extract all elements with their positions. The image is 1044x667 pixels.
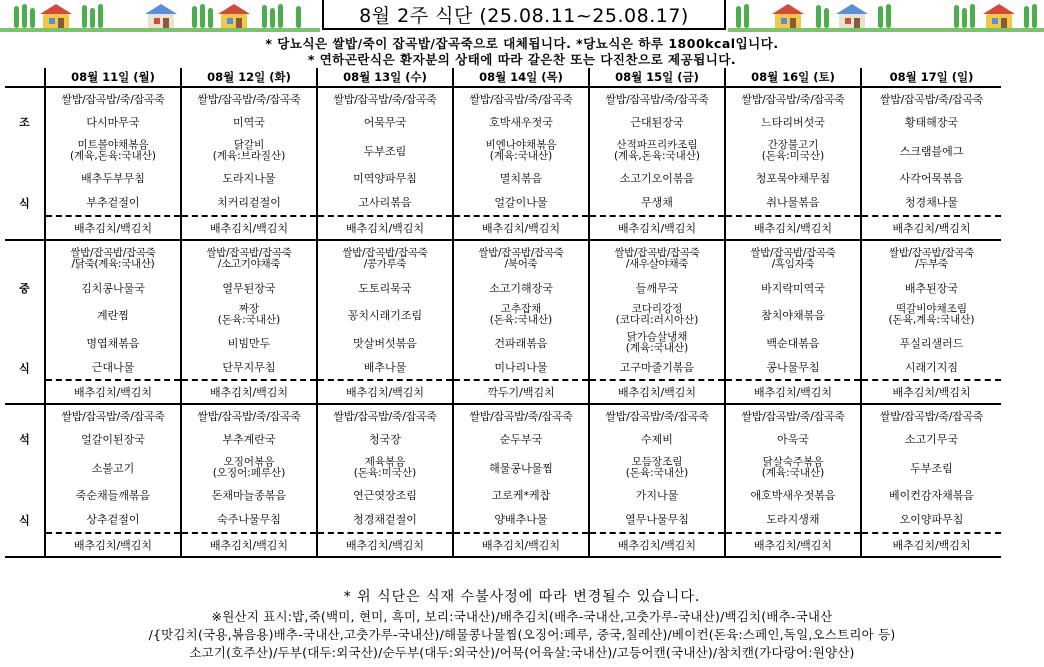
dish-cell <box>589 300 725 330</box>
staple-cell: 쌀밥/잡곡밥/죽/잡곡죽 <box>45 404 181 427</box>
meal-label: 조 <box>19 116 30 129</box>
dish-cell <box>725 135 861 167</box>
weekly-menu-table <box>5 68 1001 558</box>
menu-body <box>5 87 1001 557</box>
dish-cell <box>181 452 317 484</box>
dish-text <box>454 304 588 326</box>
dish-cell: 사각어묵볶음 <box>861 167 1001 190</box>
kimchi-cell: 배추김치/백김치 <box>861 380 1001 404</box>
dish-cell: 애호박새우젓볶음 <box>725 484 861 507</box>
dish-cell: 고로케*케찹 <box>453 484 589 507</box>
meal-row <box>5 276 1001 300</box>
origin-info <box>0 608 1044 662</box>
dish-cell: 멸치볶음 <box>453 167 589 190</box>
dish-line: 닭살숙주볶음 <box>762 456 824 468</box>
day-header: 08월 13일 (수) <box>317 68 453 87</box>
dish-cell: 양배추나물 <box>453 507 589 533</box>
dish-line: 쌀밥/잡곡밥/잡곡죽 <box>342 246 428 259</box>
dish-text <box>182 248 316 270</box>
day-header-row <box>5 68 1001 87</box>
staple-cell <box>317 240 453 276</box>
kimchi-cell: 배추김치/백김치 <box>45 533 181 557</box>
dish-cell: 두부조림 <box>861 452 1001 484</box>
dish-cell: 가지나물 <box>589 484 725 507</box>
staple-cell: 쌀밥/잡곡밥/죽/잡곡죽 <box>861 404 1001 427</box>
dish-text <box>46 248 180 270</box>
dish-text <box>318 248 452 270</box>
staple-cell: 쌀밥/잡곡밥/죽/잡곡죽 <box>589 87 725 110</box>
staple-cell: 쌀밥/잡곡밥/죽/잡곡죽 <box>453 404 589 427</box>
dish-text <box>182 140 316 162</box>
dish-cell: 푸실리샐러드 <box>861 330 1001 356</box>
day-header: 08월 16일 (토) <box>725 68 861 87</box>
dish-line: (돈육:국내산) <box>217 314 281 326</box>
dish-cell <box>45 135 181 167</box>
dish-line: (계육,돈육:국내산) <box>69 150 157 162</box>
change-notice: * 위 식단은 식재 수불사정에 따라 변경될수 있습니다. <box>343 589 701 605</box>
meal-row <box>5 356 1001 380</box>
dish-cell: 근대나물 <box>45 356 181 380</box>
meal-label: 중 <box>19 281 30 295</box>
day-header: 08월 17일 (일) <box>861 68 1001 87</box>
dish-cell: 스크램블에그 <box>861 135 1001 167</box>
dish-text <box>726 248 860 270</box>
dish-text <box>590 140 724 162</box>
meal-row <box>5 330 1001 356</box>
dish-cell: 청포묵야채무침 <box>725 167 861 190</box>
page-title: 8월 2주 식단 (25.08.11~25.08.17) <box>322 0 726 30</box>
kimchi-cell: 배추김치/백김치 <box>725 380 861 404</box>
dish-cell: 미역국 <box>181 110 317 135</box>
dish-line: (계육:국내산) <box>625 342 689 354</box>
meal-row <box>5 533 1001 557</box>
dish-cell: 청경채겉절이 <box>317 507 453 533</box>
dish-line: 닭가슴살냉채 <box>626 331 688 343</box>
dish-cell: 상추겉절이 <box>45 507 181 533</box>
dish-line: 쌀밥/잡곡밥/잡곡죽 <box>70 246 156 259</box>
staple-cell <box>861 240 1001 276</box>
dish-line: (돈육:국내산) <box>489 314 553 326</box>
dish-cell: 해물콩나물찜 <box>453 452 589 484</box>
meal-label-spacer <box>5 330 45 356</box>
dish-line: 비엔나야채볶음 <box>485 139 557 151</box>
kimchi-cell: 배추김치/백김치 <box>861 533 1001 557</box>
dish-cell: 건파래볶음 <box>453 330 589 356</box>
origin-line: /{맛김치(국용,볶음용)배추-국내산,고춧가루-국내산)/해물콩나물찜(오징어:페루, 중국,칠레산)/베이컨(돈육:스페인,독일,오스트리아 등) <box>148 627 896 642</box>
dish-line: (계육,돈육:국내산) <box>613 150 701 162</box>
meal-row <box>5 300 1001 330</box>
meal-label-spacer <box>5 240 45 276</box>
dish-cell: 다시마무국 <box>45 110 181 135</box>
dish-cell: 청국장 <box>317 427 453 452</box>
staple-cell <box>453 240 589 276</box>
meal-label-spacer <box>5 533 45 557</box>
meal-row <box>5 110 1001 135</box>
dish-line: /새우살야채죽 <box>625 257 689 270</box>
staple-cell <box>45 240 181 276</box>
houses-left <box>40 4 250 28</box>
meal-row <box>5 404 1001 427</box>
dish-cell: 근대된장국 <box>589 110 725 135</box>
dish-cell <box>725 452 861 484</box>
dish-line: 쌀밥/잡곡밥/잡곡죽 <box>888 246 975 259</box>
dish-cell: 소고기무국 <box>861 427 1001 452</box>
meal-row <box>5 380 1001 404</box>
staple-cell: 쌀밥/잡곡밥/죽/잡곡죽 <box>861 87 1001 110</box>
meal-row <box>5 216 1001 240</box>
dish-cell: 느타리버섯국 <box>725 110 861 135</box>
dish-text <box>182 457 316 479</box>
dish-cell: 숙주나물무침 <box>181 507 317 533</box>
dish-cell: 호박새우젓국 <box>453 110 589 135</box>
meal-row <box>5 135 1001 167</box>
dish-line: 고추잡채 <box>500 303 542 315</box>
dish-cell: 바지락미역국 <box>725 276 861 300</box>
staple-cell: 쌀밥/잡곡밥/죽/잡곡죽 <box>453 87 589 110</box>
dish-cell: 얼갈이나물 <box>453 190 589 216</box>
dish-text <box>862 304 1001 326</box>
dish-cell: 배추나물 <box>317 356 453 380</box>
dish-cell <box>181 300 317 330</box>
staple-cell <box>181 240 317 276</box>
dish-cell: 시래기지짐 <box>861 356 1001 380</box>
dish-cell: 단무지무침 <box>181 356 317 380</box>
dish-cell: 도토리묵국 <box>317 276 453 300</box>
dish-cell: 도라지생채 <box>725 507 861 533</box>
dish-cell: 미나리나물 <box>453 356 589 380</box>
dish-cell <box>453 135 589 167</box>
day-header: 08월 11일 (월) <box>45 68 181 87</box>
dish-line: (돈육,계육:국내산) <box>888 314 975 326</box>
header-banner <box>0 0 1044 34</box>
origin-line: ※원산지 표시:밥,죽(백미, 현미, 흑미, 보리:국내산)/배추김치(배추-국내산,고춧가루-국내산)/백김치(배추-국내산 <box>211 609 833 624</box>
meal-row <box>5 507 1001 533</box>
dish-cell: 고사리볶음 <box>317 190 453 216</box>
dish-text <box>590 248 724 270</box>
meal-label: 식 <box>19 196 30 210</box>
kimchi-cell: 배추김치/백김치 <box>45 216 181 240</box>
dish-cell: 두부조림 <box>317 135 453 167</box>
dish-cell: 도라지나물 <box>181 167 317 190</box>
dish-text <box>454 140 588 162</box>
meal-label-spacer <box>5 452 45 484</box>
dish-cell: 부추계란국 <box>181 427 317 452</box>
meal-label-spacer <box>5 300 45 330</box>
notice-diabetic: * 당뇨식은 쌀밥/죽이 잡곡밥/잡곡죽으로 대체됩니다. *당뇨식은 하루 1800kcal입니다. <box>265 36 779 51</box>
dish-cell: 비빔만두 <box>181 330 317 356</box>
meal-label-spacer <box>5 484 45 507</box>
kimchi-cell: 배추김치/백김치 <box>45 380 181 404</box>
meal-label: 석 <box>19 433 30 446</box>
dish-cell: 부추겉절이 <box>45 190 181 216</box>
dish-cell: 순두부국 <box>453 427 589 452</box>
kimchi-cell: 배추김치/백김치 <box>181 380 317 404</box>
day-header: 08월 12일 (화) <box>181 68 317 87</box>
meal-label-spacer <box>5 404 45 427</box>
dish-line: 쌀밥/잡곡밥/잡곡죽 <box>206 246 292 259</box>
dish-line: 제육볶음 <box>364 456 406 468</box>
dish-line: 짜장 <box>238 303 260 315</box>
meal-label: 식 <box>19 513 30 527</box>
dish-cell: 아욱국 <box>725 427 861 452</box>
dish-cell: 취나물볶음 <box>725 190 861 216</box>
dish-text <box>590 304 724 326</box>
dish-cell <box>181 135 317 167</box>
kimchi-cell: 배추김치/백김치 <box>453 216 589 240</box>
meal-row <box>5 167 1001 190</box>
dish-cell: 김치콩나물국 <box>45 276 181 300</box>
kimchi-cell: 배추김치/백김치 <box>589 380 725 404</box>
staple-cell <box>725 240 861 276</box>
kimchi-cell: 배추김치/백김치 <box>589 216 725 240</box>
dish-cell: 백순대볶음 <box>725 330 861 356</box>
day-header: 08월 15일 (금) <box>589 68 725 87</box>
dish-cell: 황태해장국 <box>861 110 1001 135</box>
dish-line: 떡갈비야채조림 <box>895 303 967 315</box>
dish-line: 쌀밥/잡곡밥/잡곡죽 <box>478 246 564 259</box>
dish-cell: 어묵무국 <box>317 110 453 135</box>
meal-label-spacer <box>5 167 45 190</box>
ground-strip-left <box>0 28 320 32</box>
dish-cell: 돈채마늘종볶음 <box>181 484 317 507</box>
dish-line: /닭죽(계육:국내산) <box>71 257 155 270</box>
dish-cell <box>453 300 589 330</box>
dish-cell <box>317 452 453 484</box>
staple-cell: 쌀밥/잡곡밥/죽/잡곡죽 <box>725 87 861 110</box>
staple-cell: 쌀밥/잡곡밥/죽/잡곡죽 <box>725 404 861 427</box>
kimchi-cell: 배추김치/백김치 <box>317 216 453 240</box>
dish-text <box>726 140 860 162</box>
dish-cell <box>589 452 725 484</box>
staple-cell: 쌀밥/잡곡밥/죽/잡곡죽 <box>45 87 181 110</box>
dish-cell <box>861 300 1001 330</box>
dish-line: 미트볼야채볶음 <box>77 139 149 151</box>
dish-cell: 치커리겉절이 <box>181 190 317 216</box>
dish-line: /소고기야채죽 <box>217 257 281 270</box>
kimchi-cell: 깍두기/백김치 <box>453 380 589 404</box>
kimchi-cell: 배추김치/백김치 <box>861 216 1001 240</box>
dish-cell: 들깨무국 <box>589 276 725 300</box>
dish-cell: 얼갈이된장국 <box>45 427 181 452</box>
kimchi-cell: 배추김치/백김치 <box>725 533 861 557</box>
dish-cell: 오이양파무침 <box>861 507 1001 533</box>
dish-cell: 참치야채볶음 <box>725 300 861 330</box>
meal-row <box>5 240 1001 276</box>
staple-cell: 쌀밥/잡곡밥/죽/잡곡죽 <box>317 87 453 110</box>
kimchi-cell: 배추김치/백김치 <box>181 216 317 240</box>
dish-line: 모듬장조림 <box>631 456 683 468</box>
dish-line: 산적파프리카조림 <box>616 139 698 151</box>
ground-strip-right <box>728 28 1044 32</box>
meal-row <box>5 190 1001 216</box>
dish-cell: 연근엿장조림 <box>317 484 453 507</box>
dish-cell <box>589 330 725 356</box>
origin-line: 소고기(호주산)/두부(대두:외국산)/순두부(대두:외국산)/어묵(어육살:국내산)/고등어캔(국내산)/참치캔(가다랑어:원양산) <box>189 645 855 660</box>
dish-text <box>590 332 724 354</box>
meal-row <box>5 452 1001 484</box>
dish-cell: 미역양파무침 <box>317 167 453 190</box>
dish-cell: 명엽채볶음 <box>45 330 181 356</box>
staple-cell: 쌀밥/잡곡밥/죽/잡곡죽 <box>181 87 317 110</box>
dish-line: 닭갈비 <box>233 139 265 151</box>
meal-row <box>5 427 1001 452</box>
dish-line: (코다리:러시아산) <box>615 314 699 326</box>
dish-line: (계육:브라질산) <box>212 150 286 162</box>
kimchi-cell: 배추김치/백김치 <box>181 533 317 557</box>
dish-line: 쌀밥/잡곡밥/잡곡죽 <box>614 246 700 259</box>
dish-text <box>318 457 452 479</box>
kimchi-cell: 배추김치/백김치 <box>317 380 453 404</box>
meal-row <box>5 87 1001 110</box>
kimchi-cell: 배추김치/백김치 <box>317 533 453 557</box>
dish-line: /콩가루죽 <box>363 257 407 270</box>
staple-cell: 쌀밥/잡곡밥/죽/잡곡죽 <box>317 404 453 427</box>
meal-label-spacer <box>5 135 45 167</box>
staple-cell: 쌀밥/잡곡밥/죽/잡곡죽 <box>181 404 317 427</box>
dish-cell: 꽁치시래기조림 <box>317 300 453 330</box>
dish-cell: 베이컨감자채볶음 <box>861 484 1001 507</box>
dish-line: (계육:국내산) <box>761 467 825 479</box>
dish-line: (돈육:미국산) <box>353 467 417 479</box>
kimchi-cell: 배추김치/백김치 <box>589 533 725 557</box>
dish-cell: 소고기해장국 <box>453 276 589 300</box>
dish-line: /흑임자죽 <box>771 257 815 270</box>
meal-label: 식 <box>19 361 30 375</box>
meal-label-spacer <box>5 380 45 404</box>
dish-cell: 열무된장국 <box>181 276 317 300</box>
dish-text <box>454 248 588 270</box>
dish-line: (돈육:미국산) <box>761 150 825 162</box>
staple-cell <box>589 240 725 276</box>
dish-text <box>726 457 860 479</box>
dish-cell: 배추된장국 <box>861 276 1001 300</box>
dish-line: 오징어볶음 <box>223 456 275 468</box>
dish-line: /북어죽 <box>504 257 538 270</box>
meal-label-spacer <box>5 87 45 110</box>
day-header: 08월 14일 (목) <box>453 68 589 87</box>
meal-label-spacer <box>5 216 45 240</box>
dish-cell: 소불고기 <box>45 452 181 484</box>
dish-text <box>182 304 316 326</box>
dish-cell: 배추두부무침 <box>45 167 181 190</box>
dish-text <box>862 248 1001 270</box>
dish-cell: 죽순채들깨볶음 <box>45 484 181 507</box>
dish-cell: 청경채나물 <box>861 190 1001 216</box>
dish-line: (오징어:페루산) <box>212 467 286 479</box>
dish-cell: 무생채 <box>589 190 725 216</box>
dish-cell <box>589 135 725 167</box>
dish-cell: 소고기오이볶음 <box>589 167 725 190</box>
staple-cell: 쌀밥/잡곡밥/죽/잡곡죽 <box>589 404 725 427</box>
kimchi-cell: 배추김치/백김치 <box>453 533 589 557</box>
meal-row <box>5 484 1001 507</box>
dish-line: (돈육:국내산) <box>625 467 689 479</box>
houses-right <box>772 4 1015 28</box>
dish-cell: 콩나물무침 <box>725 356 861 380</box>
dish-line: 간장불고기 <box>767 139 819 151</box>
dish-text <box>46 140 180 162</box>
dish-cell: 고구마줄기볶음 <box>589 356 725 380</box>
dish-cell: 수제비 <box>589 427 725 452</box>
kimchi-cell: 배추김치/백김치 <box>725 216 861 240</box>
dish-text <box>590 457 724 479</box>
dish-line: 코다리강정 <box>631 303 683 315</box>
dish-line: 쌀밥/잡곡밥/잡곡죽 <box>750 246 836 259</box>
dish-cell: 맛살버섯볶음 <box>317 330 453 356</box>
dish-cell: 열무나물무침 <box>589 507 725 533</box>
notice-dysphagia: * 연하곤란식은 환자분의 상태에 따라 갈은찬 또는 다진찬으로 제공됩니다. <box>307 52 737 67</box>
dish-line: /두부죽 <box>915 257 948 270</box>
header-corner <box>5 68 45 87</box>
dish-cell: 계란찜 <box>45 300 181 330</box>
dish-line: (계육:국내산) <box>489 150 553 162</box>
